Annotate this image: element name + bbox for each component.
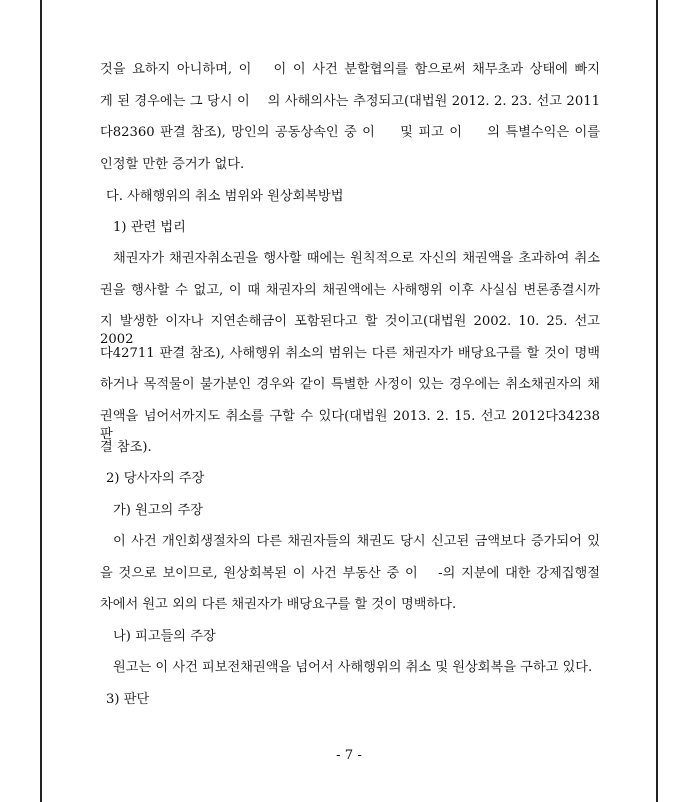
body-line: 다82360 판결 참조), 망인의 공동상속인 중 이 및 피고 이 의 특별수익은 이를 [100,125,600,140]
subsection-heading: 1) 관련 법리 [113,220,186,235]
section-heading: 다. 사해행위의 취소 범위와 원상회복방법 [106,189,344,204]
subsection-heading: 가) 원고의 주장 [113,503,203,518]
body-line: 을 것으로 보이므로, 원상회복된 이 사건 부동산 중 이 -의 지분에 대한 강제집행절 [100,566,600,581]
page-number: - 7 - [336,748,362,763]
page-left-border [40,0,42,802]
body-line: 차에서 원고 외의 다른 채권자가 배당요구를 할 것이 명백하다. [100,597,457,612]
body-line: 이 사건 개인회생절차의 다른 채권자들의 채권도 당시 신고된 금액보다 증가되어 있 [113,534,600,549]
body-line: 것을 요하지 아니하며, 이 이 이 사건 분할협의를 함으로써 채무초과 상태에 빠지 [100,62,600,77]
page-right-border [656,0,658,802]
body-line: 권액을 넘어서까지도 취소를 구할 수 있다(대법원 2013. 2. 15. 선고 2012다34238 판 [100,409,600,442]
body-line: 원고는 이 사건 피보전채권액을 넘어서 사해행위의 취소 및 원상회복을 구하고 있다. [113,660,593,675]
subsection-heading: 2) 당사자의 주장 [106,471,205,486]
body-line: 다42711 판결 참조), 사해행위 취소의 범위는 다른 채권자가 배당요구를 할 것이 명백 [100,346,600,361]
body-line: 채권자가 채권자취소권을 행사할 때에는 원칙적으로 자신의 채권액을 초과하여 취소 [113,251,600,266]
body-line: 권을 행사할 수 없고, 이 때 채권자의 채권액에는 사해행위 이후 사실심 변론종결시까 [100,283,600,298]
body-line: 결 참조). [100,440,152,455]
body-line: 하거나 목적물이 불가분인 경우와 같이 특별한 사정이 있는 경우에는 취소채권자의 채 [100,377,600,392]
body-line: 지 발생한 이자나 지연손해금이 포함된다고 할 것이고(대법원 2002. 10. 25. 선고 2002 [100,314,600,347]
body-line: 게 된 경우에는 그 당시 이 의 사해의사는 추정되고(대법원 2012. 2. 23. 선고 2011 [100,94,600,109]
subsection-heading: 3) 판단 [106,692,150,707]
body-line: 인정할 만한 증거가 없다. [100,157,245,172]
subsection-heading: 나) 피고들의 주장 [113,629,216,644]
